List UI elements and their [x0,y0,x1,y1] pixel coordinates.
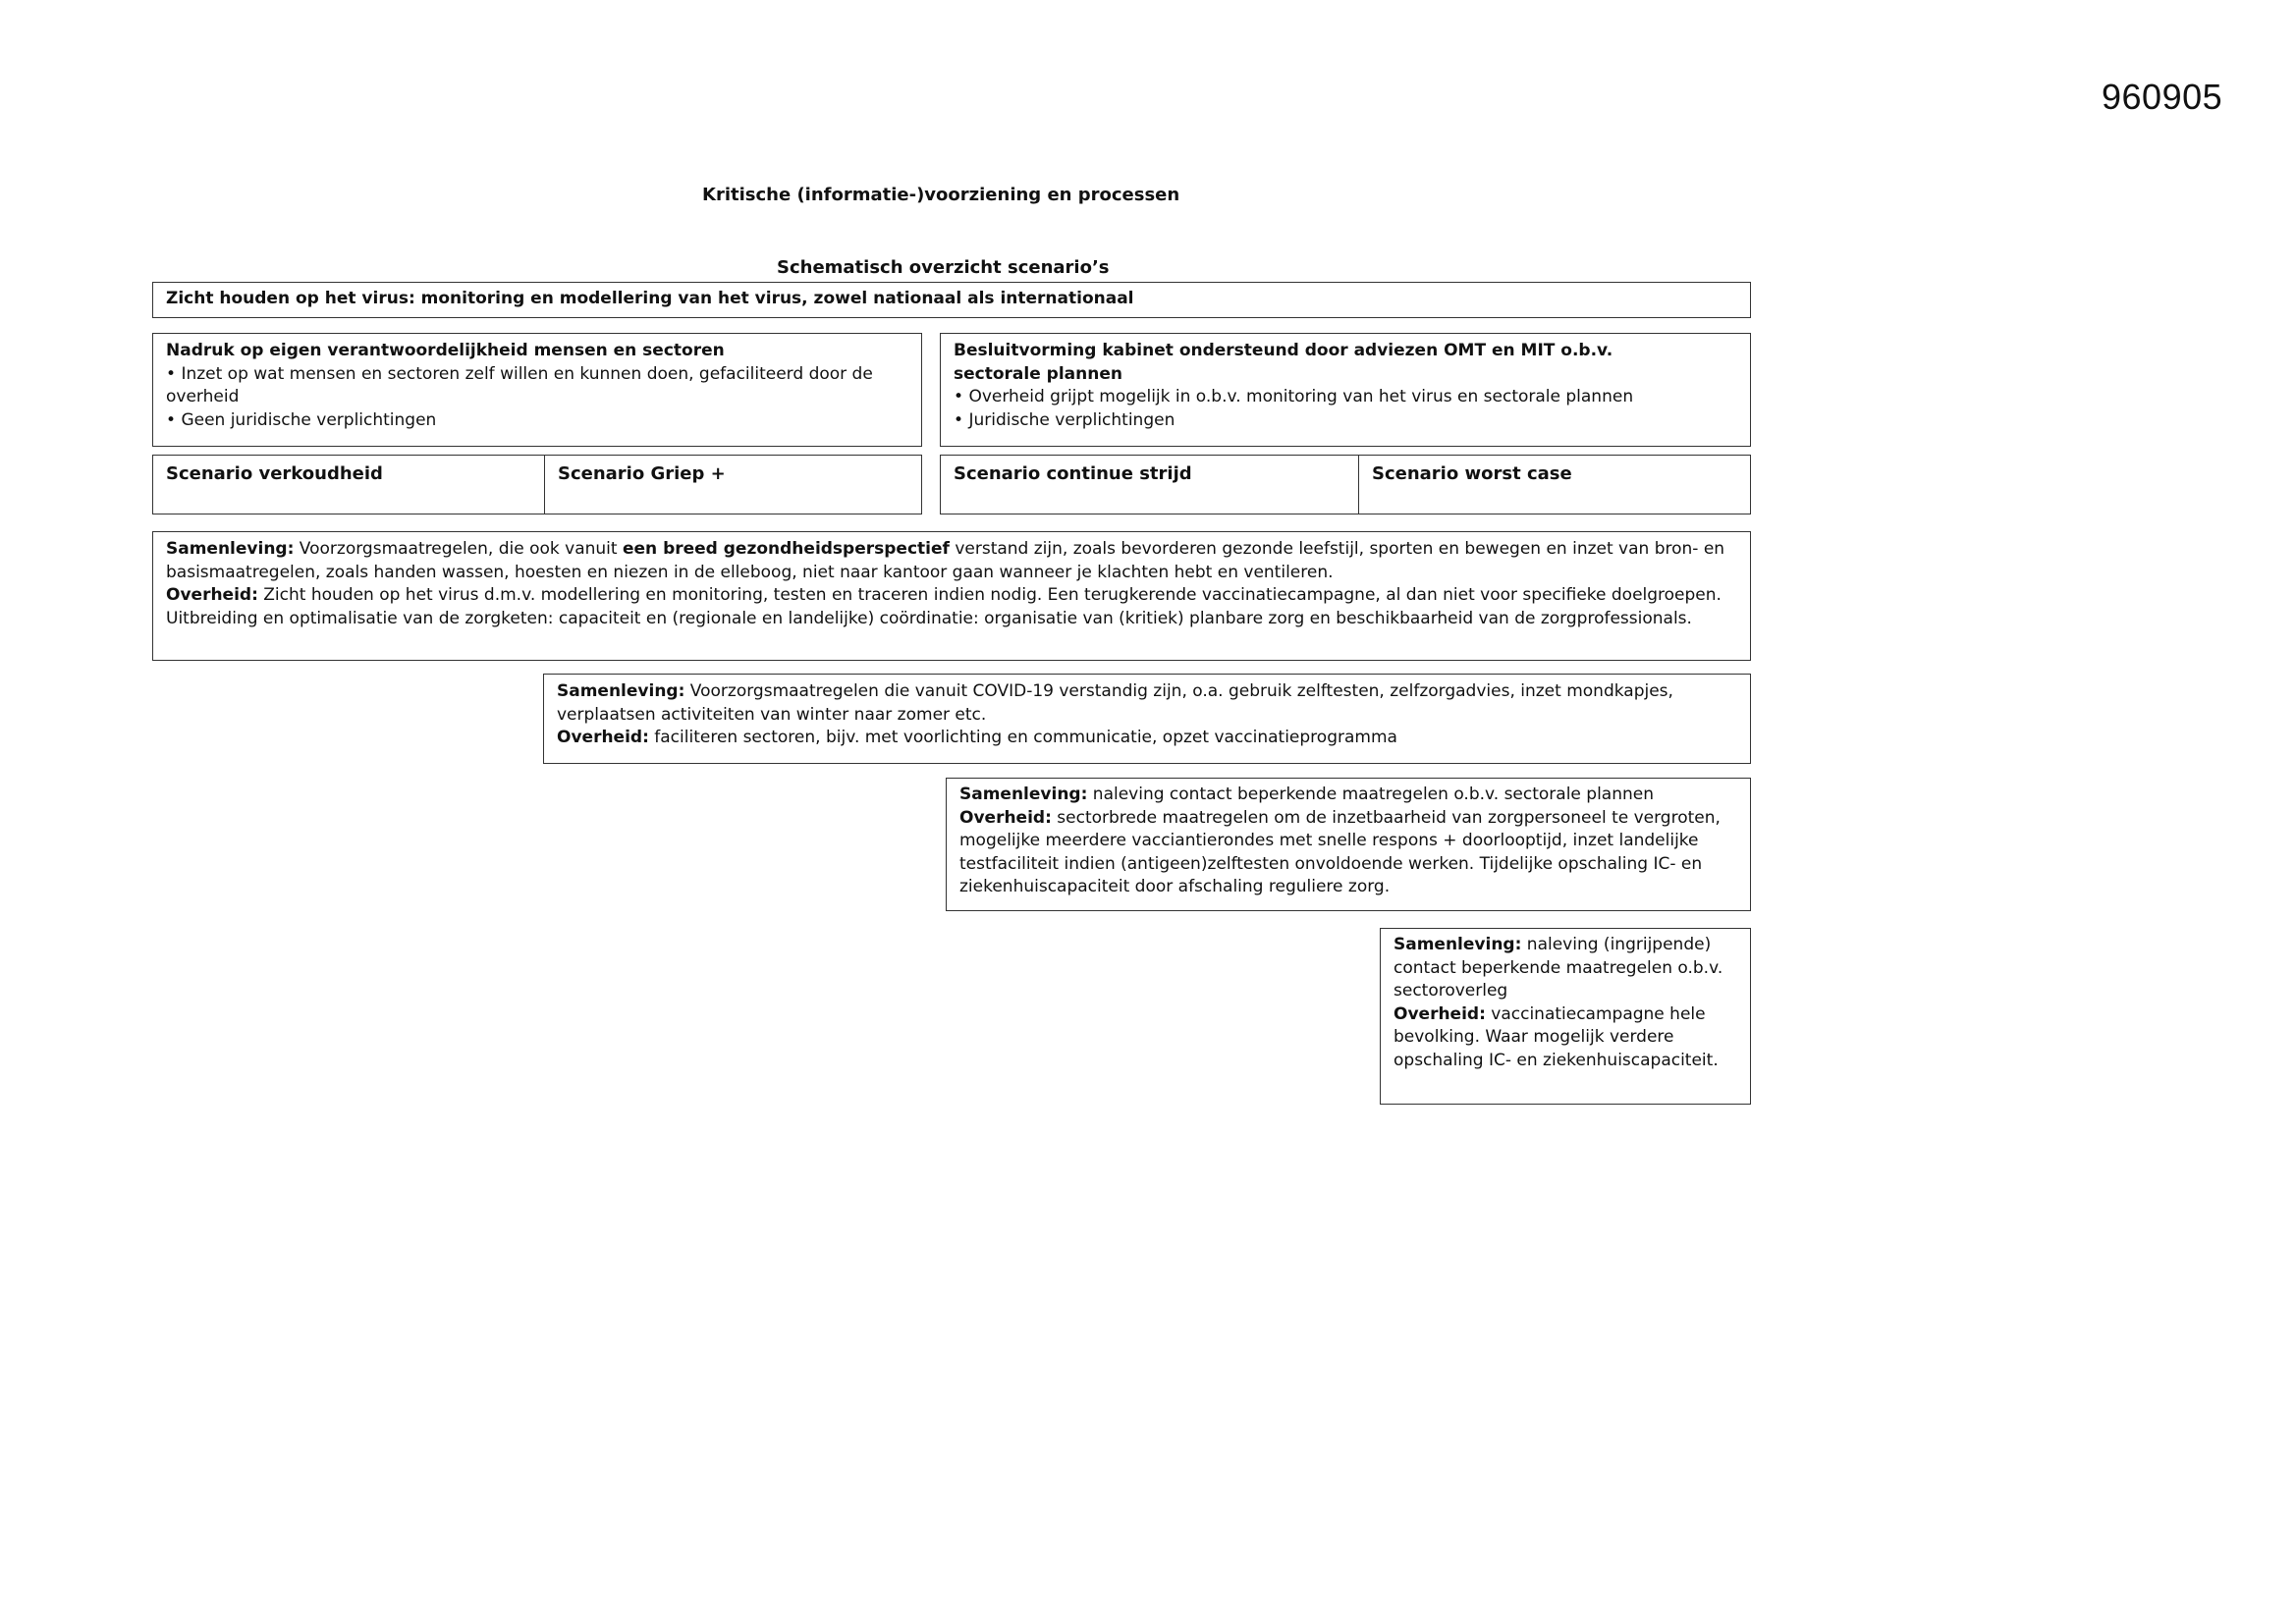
right-approach-box [940,333,1751,447]
samenleving-text: Voorzorgsmaatregelen die vanuit COVID-19 verstandig zijn, o.a. gebruik zelftesten, zelfzorgadvies, inzet mondkapjes, verplaatsen activiteiten van winter naar zomer etc. [557,681,1673,725]
overheid-label: Overheid: [557,728,649,747]
measures-box-continue-strijd [946,778,1751,911]
scenario-continue-strijd: Scenario continue strijd [954,463,1192,484]
measures-box-verkoudheid [152,531,1751,661]
scenario-worst-case: Scenario worst case [1358,456,1750,514]
samenleving-label: Samenleving: [166,539,295,559]
right-approach-heading: Besluitvorming kabinet ondersteund door adviezen OMT en MIT o.b.v. sectorale plannen [954,341,1613,384]
samenleving-text: naleving (ingrijpende) contact beperkende maatregelen o.b.v. sectoroverleg [1394,935,1723,1001]
overheid-text: vaccinatiecampagne hele bevolking. Waar mogelijk verdere opschaling IC- en ziekenhuiscapaciteit. [1394,1003,1719,1070]
overheid-label: Overheid: [959,807,1052,828]
document-number: 960905 [2102,77,2223,117]
scenario-griep-plus: Scenario Griep + [544,456,921,514]
left-approach-box [152,333,922,447]
samenleving-text-post: verstand zijn, zoals bevorderen gezonde leefstijl, sporten en bewegen en inzet van bron- en basismaatregelen, zoals handen wassen, hoesten en niezen in de elleboog, niet naar kantoor gaan wanneer je klachten hebt en ventileren. [166,539,1725,582]
left-approach-bullet-1: • Inzet op wat mensen en sectoren zelf willen en kunnen doen, gefaciliteerd door de overheid [166,363,908,409]
measures-box-griep [543,674,1751,764]
samenleving-label: Samenleving: [959,785,1088,804]
scenario-verkoudheid: Scenario verkoudheid [166,463,383,484]
overheid-text: sectorbrede maatregelen om de inzetbaarheid van zorgpersoneel te vergroten, mogelijke meerdere vacciantierondes met snelle respons + doorlooptijd, inzet landelijke testfaciliteit indien (antigeen)zelftesten onvoldoende werken. Tijdelijke opschaling IC- en ziekenhuiscapaciteit door afschaling reguliere zorg. [959,807,1721,896]
scenario-row-right [940,455,1751,514]
page-subtitle: Schematisch overzicht scenario’s [777,257,1110,278]
overheid-text: Zicht houden op het virus d.m.v. modellering en monitoring, testen en traceren indien nodig. Een terugkerende vaccinatiecampagne, al dan niet voor specifieke doelgroepen. Uitbreiding en optimalisatie van de zorgketen: capaciteit en (regionale en landelijke) coördinatie: organisatie van (kritiek) planbare zorg en beschikbaarheid van de zorgprofessionals. [166,585,1722,628]
samenleving-text: naleving contact beperkende maatregelen o.b.v. sectorale plannen [1087,785,1655,804]
left-approach-bullet-2: • Geen juridische verplichtingen [166,409,908,433]
samenleving-text-emphasis: een breed gezondheidsperspectief [622,539,950,559]
right-approach-bullet-1: • Overheid grijpt mogelijk in o.b.v. monitoring van het virus en sectorale plannen [954,386,1737,409]
overheid-text: faciliteren sectoren, bijv. met voorlichting en communicatie, opzet vaccinatieprogramma [648,728,1397,747]
right-approach-bullet-2: • Juridische verplichtingen [954,409,1737,433]
left-approach-heading: Nadruk op eigen verantwoordelijkheid mensen en sectoren [166,341,725,360]
monitoring-banner-text: Zicht houden op het virus: monitoring en modellering van het virus, zowel nationaal als internationaal [166,289,1134,308]
scenario-row-left [152,455,922,514]
samenleving-label: Samenleving: [1394,935,1522,954]
samenleving-text-pre: Voorzorgsmaatregelen, die ook vanuit [294,539,623,559]
monitoring-banner [152,282,1751,318]
samenleving-label: Samenleving: [557,681,685,701]
page-title: Kritische (informatie-)voorziening en processen [702,185,1180,205]
measures-box-worst-case [1380,928,1751,1105]
overheid-label: Overheid: [1394,1003,1486,1024]
overheid-label: Overheid: [166,585,258,605]
